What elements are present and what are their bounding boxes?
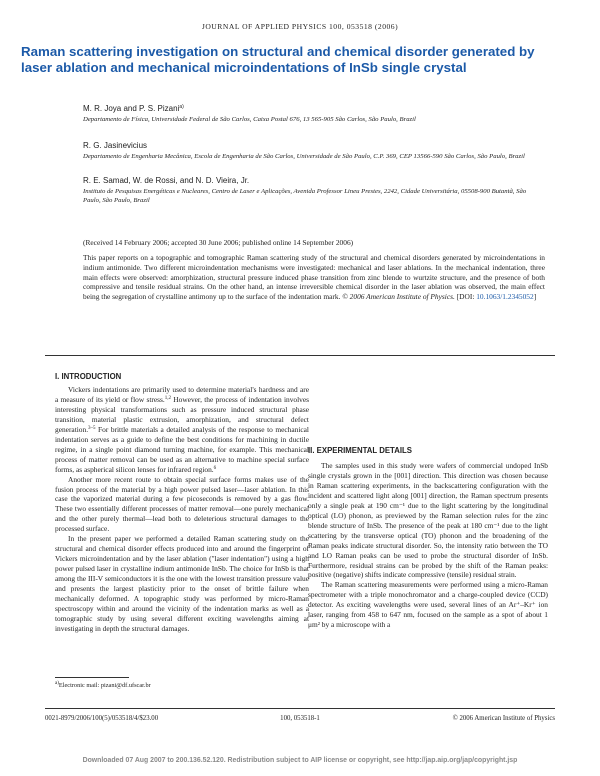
affiliation-3: Instituto de Pesquisas Energéticas e Nucleares, Centro de Laser e Aplicações, Avenida Professor Lineu Prestes, 2242, Cidade Universitária, 05508-900 Butantã, São Paulo, São Paulo, Brazil bbox=[83, 188, 527, 205]
footnote-mark: a) bbox=[55, 681, 59, 686]
author-names: R. E. Samad, W. de Rossi, and N. D. Vieira, Jr. bbox=[83, 176, 250, 185]
footer-issn: 0021-8979/2006/100(5)/053518/4/$23.00 bbox=[45, 715, 159, 722]
right-column bbox=[308, 461, 548, 630]
author-names: M. R. Joya and P. S. Pizani bbox=[83, 104, 180, 113]
received-dates: (Received 14 February 2006; accepted 30 June 2006; published online 14 September 2006) bbox=[83, 238, 354, 247]
author-group-3 bbox=[83, 176, 249, 185]
left-column bbox=[55, 385, 309, 634]
author-group-2 bbox=[83, 141, 147, 150]
doi-prefix: [DOI: bbox=[456, 292, 477, 302]
footer-copyright: © 2006 American Institute of Physics bbox=[452, 715, 555, 722]
paragraph: The Raman scattering measurements were performed using a micro-Raman spectrometer with a triple monochromator and a charge-coupled device (CCD) detector. As exciting wavelengths were used, several lines of an Ar⁺–Kr⁺ ion laser, ranging from 458 to 647 nm, focused on the sample as a spot of about 1 μm² by a microscope with a bbox=[308, 580, 548, 630]
author-footnote-mark: a) bbox=[179, 104, 184, 110]
footnote bbox=[55, 682, 151, 689]
header-divider bbox=[45, 355, 555, 356]
paragraph: In the present paper we performed a detailed Raman scattering study on the structural and chemical disorder effects produced into and around the fingerprint of Vickers microindentation and by the laser ablation ("laser indentation") using a high power pulsed laser in crystalline indium antimonide InSb. The choice for InSb is that among the III-V semiconductors it is the one with the lowest transition pressure value and presents the largest plasticity prior to the onset of brittle failure when mechanically deformed. A topographic study was performed by micro-Raman spectroscopy within and around the vicinity of the indentation marks as well as a tomographic study by using several different exciting wavelengths aiming at investigating in depth the structural damages. bbox=[55, 534, 309, 633]
affiliation-1: Departamento de Física, Universidade Federal de São Carlos, Caixa Postal 676, 13 565-905 São Carlos, São Paulo, Brazil bbox=[83, 116, 416, 123]
section-heading-experimental: II. EXPERIMENTAL DETAILS bbox=[308, 446, 412, 455]
footer-divider bbox=[45, 708, 555, 709]
author-names: R. G. Jasinevicius bbox=[83, 141, 148, 150]
doi-link[interactable]: 10.1063/1.2345052 bbox=[476, 292, 534, 302]
section-heading-introduction: I. INTRODUCTION bbox=[55, 372, 122, 381]
paragraph: Another more recent route to obtain special surface forms makes use of the fusion process of the material by a high power pulsed laser—laser ablation. In this case the vaporized material during a few picoseconds is removed by a gas flow. These two essentially different processes of matter removal—one purely mechanical and the other purely thermal—lead both to deleterious structural damages to the processed surface. bbox=[55, 474, 309, 534]
abstract-text: This paper reports on a topographic and tomographic Raman scattering study of the structural and chemical disorders generated by microindentations in indium antimonide. Two different microindentation mechanisms were investigated: mechanical and laser ablations. In the mechanical indentation, three main effects were observed: amorphization, structural pressure induced phase transition from zinc blende to wurtzite structure, and the presence of both compressive and tensile residual strains. On the other hand, an intense irreversible chemical disorder in the laser ablation was observed, the main effect being the segregation of crystalline antimony up to the surface of the indentation mark. bbox=[83, 253, 545, 302]
paragraph: The samples used in this study were wafers of commercial undoped InSb single crystals grown in the [001] direction. This direction was chosen because in Raman scattering experiments, in the backscattering configuration with the incident and scattered light along [001] direction, the Raman spectrum presents only a single peak at 190 cm⁻¹ due to the light scattering by the longitudinal optical (LO) phonon, as previewed by the Raman selection rules for the zinc blende structure of InSb. The presence of the peak at 180 cm⁻¹ due to the light scattering by the transverse optical (TO) phonon and the broadening of the Raman peaks indicate structural disorder. So, the intensity ratio between the TO and LO Raman peaks can be used to probe the structural disorder of InSb. Furthermore, residual strains can be probed by the shift of the Raman peaks: positive (negative) shifts indicate compressive (tensile) residual strain. bbox=[308, 461, 548, 580]
affiliation-2: Departamento de Engenharia Mecânica, Escola de Engenharia de São Carlos, Universidade de São Paulo, C.P. 369, CEP 13566-590 São Carlos, São Paulo, Brazil bbox=[83, 153, 525, 160]
author-group-1 bbox=[83, 104, 184, 113]
abstract-copyright: © 2006 American Institute of Physics. bbox=[342, 292, 455, 302]
journal-header: JOURNAL OF APPLIED PHYSICS 100, 053518 (2006) bbox=[201, 22, 399, 31]
footnote-divider bbox=[55, 677, 129, 678]
paper-title: Raman scattering investigation on structural and chemical disorder generated by laser ablation and mechanical microindentations of InSb single crystal bbox=[21, 44, 535, 75]
doi-suffix: ] bbox=[533, 292, 537, 302]
footnote-text: Electronic mail: pizani@df.ufscar.br bbox=[58, 682, 151, 689]
paragraph: Vickers indentations are primarily used to determine material's hardness and are a measure of its yield or flow stress.$^{1,2}$ However, the process of indentation involves interesting physical transformations such as pressure induced structural phase transition, material plastic extrusion, amorphization, and structural defect generation.$^{3-5}$ For brittle materials a detailed analysis of the response to mechanical indentation serves as a guide to define the best conditions for machining in ductile regime, in a single point diamond turning machine, for example. This mechanical process of matter removal can be used as an alternative to machine special surface forms, as aspherical silicon lenses for infrared region.$^6$ bbox=[55, 385, 309, 474]
download-notice: Downloaded 07 Aug 2007 to 200.136.52.120. Redistribution subject to AIP license or copyright, see http://jap.aip.org/jap/copyright.jsp bbox=[82, 757, 518, 764]
abstract bbox=[83, 253, 545, 302]
footer-page-number: 100, 053518-1 bbox=[280, 715, 320, 722]
